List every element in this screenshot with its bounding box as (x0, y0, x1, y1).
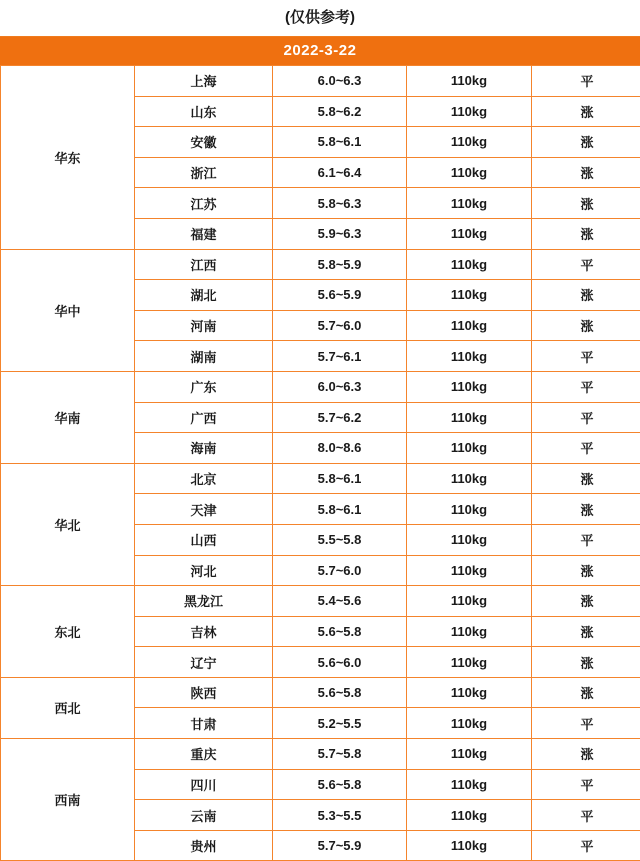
price-cell: 5.7~6.1 (273, 341, 407, 372)
province-cell: 湖北 (135, 280, 273, 311)
price-cell: 5.6~5.8 (273, 616, 407, 647)
price-cell: 5.6~6.0 (273, 647, 407, 678)
province-cell: 河北 (135, 555, 273, 586)
weight-cell: 110kg (407, 218, 532, 249)
weight-cell: 110kg (407, 341, 532, 372)
weight-cell: 110kg (407, 647, 532, 678)
province-cell: 甘肃 (135, 708, 273, 739)
trend-cell: 平 (532, 341, 640, 372)
weight-cell: 110kg (407, 371, 532, 402)
price-cell: 5.5~5.8 (273, 524, 407, 555)
price-cell: 6.0~6.3 (273, 371, 407, 402)
province-cell: 四川 (135, 769, 273, 800)
weight-cell: 110kg (407, 555, 532, 586)
price-cell: 5.8~6.1 (273, 463, 407, 494)
province-cell: 湖南 (135, 341, 273, 372)
weight-cell: 110kg (407, 586, 532, 617)
weight-cell: 110kg (407, 830, 532, 861)
weight-cell: 110kg (407, 96, 532, 127)
price-cell: 5.6~5.8 (273, 677, 407, 708)
weight-cell: 110kg (407, 677, 532, 708)
price-cell: 6.1~6.4 (273, 157, 407, 188)
table-row (1, 371, 640, 402)
price-cell: 6.0~6.3 (273, 66, 407, 97)
trend-cell: 平 (532, 830, 640, 861)
weight-cell: 110kg (407, 739, 532, 770)
weight-cell: 110kg (407, 800, 532, 831)
trend-cell: 平 (532, 249, 640, 280)
province-cell: 江西 (135, 249, 273, 280)
trend-cell: 涨 (532, 218, 640, 249)
pig-price-table (0, 65, 640, 861)
trend-cell: 平 (532, 769, 640, 800)
trend-cell: 平 (532, 66, 640, 97)
weight-cell: 110kg (407, 463, 532, 494)
region-cell: 华东 (1, 66, 135, 250)
weight-cell: 110kg (407, 310, 532, 341)
price-cell: 5.8~5.9 (273, 249, 407, 280)
weight-cell: 110kg (407, 494, 532, 525)
trend-cell: 涨 (532, 127, 640, 158)
region-cell: 华北 (1, 463, 135, 585)
price-cell: 5.8~6.3 (273, 188, 407, 219)
price-cell: 5.8~6.1 (273, 494, 407, 525)
region-cell: 华南 (1, 371, 135, 463)
province-cell: 黑龙江 (135, 586, 273, 617)
province-cell: 山西 (135, 524, 273, 555)
trend-cell: 平 (532, 402, 640, 433)
trend-cell: 平 (532, 371, 640, 402)
price-cell: 5.4~5.6 (273, 586, 407, 617)
province-cell: 云南 (135, 800, 273, 831)
price-cell: 5.6~5.9 (273, 280, 407, 311)
weight-cell: 110kg (407, 66, 532, 97)
table-body (1, 66, 640, 861)
price-cell: 5.7~5.9 (273, 830, 407, 861)
price-cell: 5.2~5.5 (273, 708, 407, 739)
province-cell: 天津 (135, 494, 273, 525)
region-cell: 西南 (1, 739, 135, 861)
weight-cell: 110kg (407, 708, 532, 739)
price-cell: 5.7~6.0 (273, 555, 407, 586)
weight-cell: 110kg (407, 616, 532, 647)
weight-cell: 110kg (407, 769, 532, 800)
weight-cell: 110kg (407, 188, 532, 219)
trend-cell: 平 (532, 524, 640, 555)
price-cell: 5.3~5.5 (273, 800, 407, 831)
province-cell: 陕西 (135, 677, 273, 708)
trend-cell: 涨 (532, 616, 640, 647)
price-cell: 5.7~5.8 (273, 739, 407, 770)
trend-cell: 涨 (532, 739, 640, 770)
weight-cell: 110kg (407, 524, 532, 555)
trend-cell: 涨 (532, 280, 640, 311)
table-row (1, 586, 640, 617)
province-cell: 山东 (135, 96, 273, 127)
province-cell: 江苏 (135, 188, 273, 219)
sheet-note: (仅供参考) (0, 0, 640, 37)
weight-cell: 110kg (407, 157, 532, 188)
trend-cell: 涨 (532, 310, 640, 341)
table-row (1, 677, 640, 708)
trend-cell: 平 (532, 708, 640, 739)
weight-cell: 110kg (407, 433, 532, 464)
province-cell: 辽宁 (135, 647, 273, 678)
province-cell: 广东 (135, 371, 273, 402)
province-cell: 浙江 (135, 157, 273, 188)
trend-cell: 平 (532, 800, 640, 831)
price-cell: 5.9~6.3 (273, 218, 407, 249)
province-cell: 河南 (135, 310, 273, 341)
trend-cell: 涨 (532, 677, 640, 708)
price-cell: 5.6~5.8 (273, 769, 407, 800)
table-row (1, 739, 640, 770)
price-cell: 5.8~6.1 (273, 127, 407, 158)
weight-cell: 110kg (407, 127, 532, 158)
price-cell: 8.0~8.6 (273, 433, 407, 464)
province-cell: 广西 (135, 402, 273, 433)
table-row (1, 66, 640, 97)
region-cell: 东北 (1, 586, 135, 678)
weight-cell: 110kg (407, 280, 532, 311)
region-cell: 华中 (1, 249, 135, 371)
province-cell: 重庆 (135, 739, 273, 770)
trend-cell: 涨 (532, 157, 640, 188)
province-cell: 北京 (135, 463, 273, 494)
region-cell: 西北 (1, 677, 135, 738)
trend-cell: 涨 (532, 188, 640, 219)
sheet-date: 2022-3-22 (0, 37, 640, 65)
trend-cell: 涨 (532, 96, 640, 127)
province-cell: 海南 (135, 433, 273, 464)
trend-cell: 涨 (532, 555, 640, 586)
price-cell: 5.8~6.2 (273, 96, 407, 127)
weight-cell: 110kg (407, 249, 532, 280)
trend-cell: 涨 (532, 463, 640, 494)
trend-cell: 涨 (532, 494, 640, 525)
weight-cell: 110kg (407, 402, 532, 433)
province-cell: 安徽 (135, 127, 273, 158)
trend-cell: 涨 (532, 586, 640, 617)
trend-cell: 平 (532, 433, 640, 464)
province-cell: 吉林 (135, 616, 273, 647)
price-cell: 5.7~6.2 (273, 402, 407, 433)
province-cell: 上海 (135, 66, 273, 97)
province-cell: 贵州 (135, 830, 273, 861)
table-row (1, 249, 640, 280)
price-cell: 5.7~6.0 (273, 310, 407, 341)
trend-cell: 涨 (532, 647, 640, 678)
province-cell: 福建 (135, 218, 273, 249)
table-row (1, 463, 640, 494)
